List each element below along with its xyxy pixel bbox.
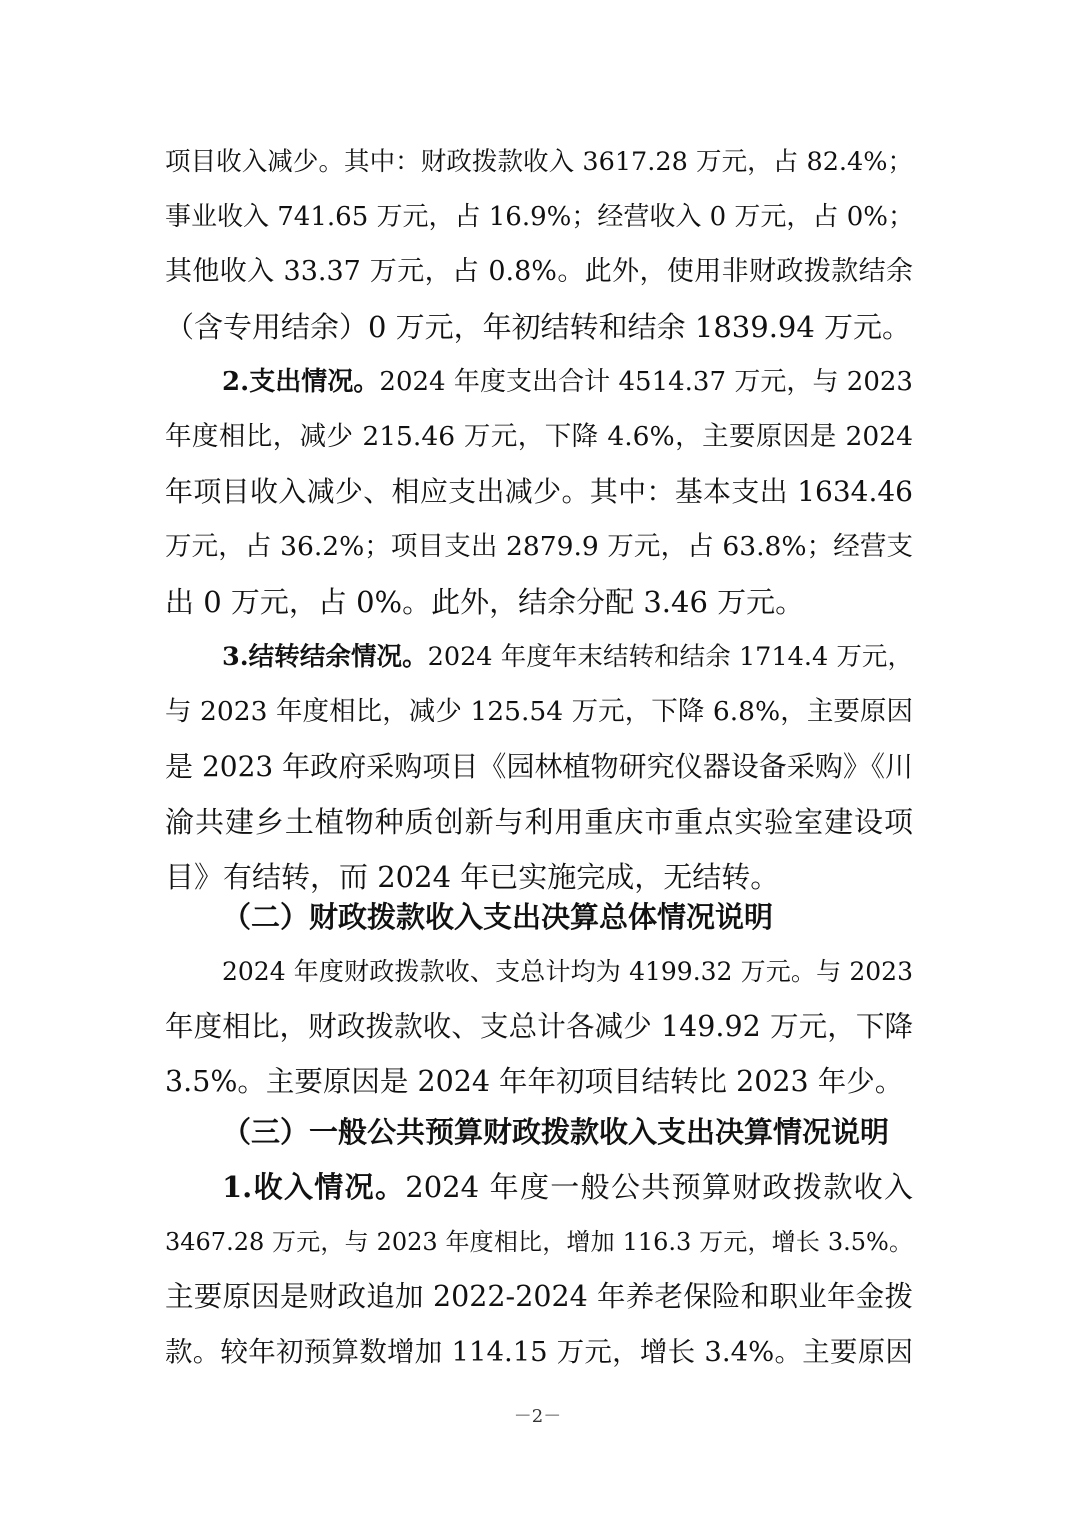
paragraph-line — [222, 362, 913, 402]
paragraph-line — [222, 637, 913, 677]
section-heading: （三）一般公共预算财政拨款收入支出决算情况说明 — [222, 1115, 890, 1149]
paragraph-line: 主要原因是财政追加 2022-2024 年养老保险和职业年金拨 — [165, 1280, 913, 1313]
page-number: －2－ — [513, 1406, 562, 1427]
section-heading: （二）财政拨款收入支出决算总体情况说明 — [222, 900, 774, 934]
paragraph-line: 年度相比，减少 215.46 万元，下降 4.6%，主要原因是 2024 — [165, 421, 913, 452]
paragraph-line: 项目收入减少。其中：财政拨款收入 3617.28 万元，占 82.4%； — [165, 147, 913, 177]
paragraph-line: 与 2023 年度相比，减少 125.54 万元，下降 6.8%，主要原因 — [165, 696, 913, 727]
paragraph-line: 3467.28 万元，与 2023 年度相比，增加 116.3 万元，增长 3.5%。 — [165, 1228, 913, 1256]
section-text: 2024 年度一般公共预算财政拨款收入 — [405, 1170, 913, 1204]
paragraph-line: 万元，占 36.2%；项目支出 2879.9 万元，占 63.8%；经营支 — [165, 531, 913, 562]
paragraph-line: 2024 年度财政拨款收、支总计均为 4199.32 万元。与 2023 — [222, 957, 913, 986]
paragraph-line: 3.5%。主要原因是 2024 年年初项目结转比 2023 年少。 — [165, 1065, 904, 1098]
section-lead: 2.支出情况。 — [222, 367, 380, 397]
paragraph-line: 年度相比，财政拨款收、支总计各减少 149.92 万元，下降 — [165, 1010, 913, 1043]
section-lead: 1.收入情况。 — [222, 1170, 406, 1204]
paragraph-line: 目》有结转，而 2024 年已实施完成，无结转。 — [165, 860, 780, 894]
paragraph-line: 款。较年初预算数增加 114.15 万元，增长 3.4%。主要原因 — [165, 1336, 913, 1368]
paragraph-line: 其他收入 33.37 万元，占 0.8%。此外，使用非财政拨款结余 — [165, 256, 913, 287]
paragraph-line: 渝共建乡土植物种质创新与利用重庆市重点实验室建设项 — [165, 805, 913, 839]
paragraph-line: （含专用结余）0 万元，年初结转和结余 1839.94 万元。 — [165, 310, 912, 344]
paragraph-line: 出 0 万元，占 0%。此外，结余分配 3.46 万元。 — [165, 585, 805, 619]
paragraph-line: 年项目收入减少、相应支出减少。其中：基本支出 1634.46 — [165, 475, 913, 508]
section-text: 2024 年度年末结转和结余 1714.4 万元， — [427, 642, 913, 672]
paragraph-line — [222, 1167, 913, 1207]
paragraph-line: 是 2023 年政府采购项目《园林植物研究仪器设备采购》《川 — [165, 750, 913, 783]
paragraph-line: 事业收入 741.65 万元，占 16.9%；经营收入 0 万元，占 0%； — [165, 202, 914, 232]
section-text: 2024 年度支出合计 4514.37 万元，与 2023 — [379, 367, 913, 397]
section-lead: 3.结转结余情况。 — [222, 642, 428, 672]
